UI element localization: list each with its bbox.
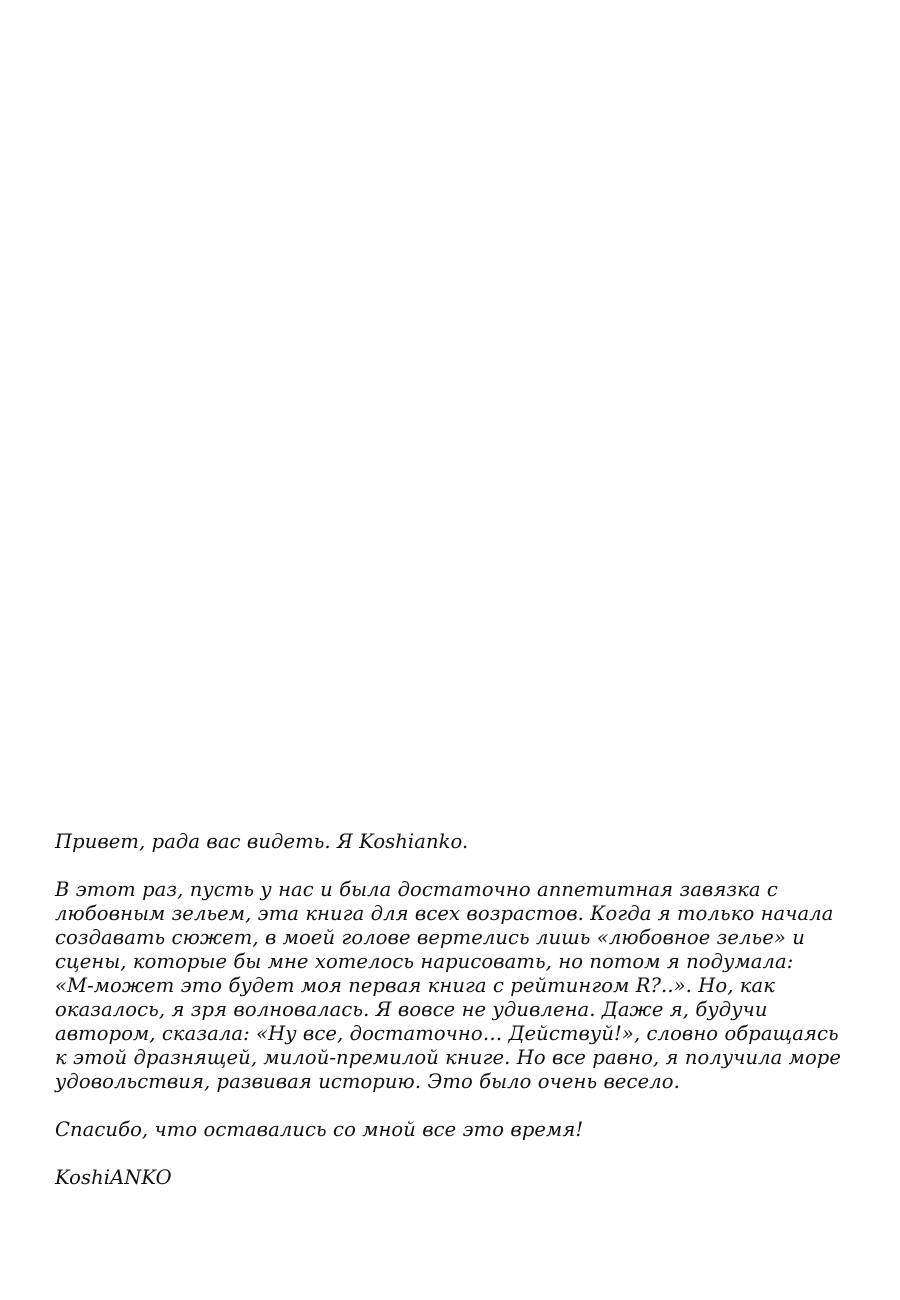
signature-paragraph	[55, 1166, 845, 1190]
signature: KoshiANKO	[55, 1166, 172, 1189]
body-line: сцены, которые бы мне хотелось нарисовать, но потом я подумала:	[55, 950, 794, 973]
body-paragraph	[55, 878, 845, 1094]
body-line: «М-может это будет моя первая книга с рейтингом R?..». Но, как	[55, 974, 776, 997]
body-line: удовольствия, развивая историю. Это было очень весело.	[55, 1070, 680, 1093]
thanks-paragraph	[55, 1118, 845, 1142]
greeting-paragraph	[55, 830, 845, 854]
afterword-text	[55, 830, 845, 1214]
body-line: создавать сюжет, в моей голове вертелись лишь «любовное зелье» и	[55, 926, 805, 949]
body-line: к этой дразнящей, милой-премилой книге. Но все равно, я получила море	[55, 1046, 842, 1069]
greeting-line: Привет, рада вас видеть. Я Koshianko.	[55, 830, 469, 853]
body-line: оказалось, я зря волновалась. Я вовсе не удивлена. Даже я, будучи	[55, 998, 768, 1021]
body-line: любовным зельем, эта книга для всех возрастов. Когда я только начала	[55, 902, 834, 925]
body-line: В этот раз, пусть у нас и была достаточно аппетитная завязка с	[55, 878, 778, 901]
thanks-line: Спасибо, что оставались со мной все это время!	[55, 1118, 584, 1141]
body-line: автором, сказала: «Ну все, достаточно… Действуй!», словно обращаясь	[55, 1022, 839, 1045]
